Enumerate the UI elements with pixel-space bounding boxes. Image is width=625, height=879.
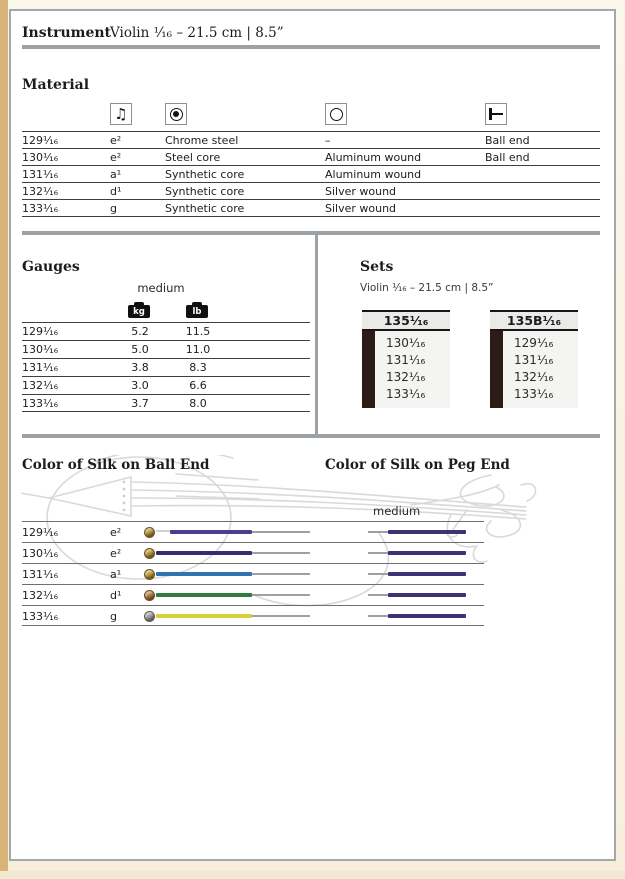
string-id: 130¹⁄₁₆ [22, 343, 59, 356]
set-item: 131¹⁄₁₆ [514, 353, 554, 367]
table-row [22, 358, 310, 376]
lb-weight-icon [186, 302, 208, 319]
set-contents [490, 331, 578, 408]
string-id: 130¹⁄₁₆ [22, 547, 59, 560]
string-id: 132¹⁄₁₆ [22, 379, 59, 392]
string-winding: Silver wound [325, 185, 397, 198]
winding-icon [325, 103, 347, 125]
set-box-135b [490, 310, 578, 408]
instrument-value: Violin ¹⁄₁₆ – 21.5 cm | 8.5” [110, 25, 284, 41]
table-row [22, 376, 310, 394]
table-row [22, 182, 600, 199]
instrument-label: Instrument [22, 25, 111, 41]
gauges-table [22, 322, 310, 412]
table-row [22, 322, 310, 340]
string-wire [252, 573, 310, 575]
string-id: 129¹⁄₁₆ [22, 325, 59, 338]
silk-table [22, 521, 484, 626]
lb-label: lb [186, 305, 208, 318]
lb-value: 8.3 [189, 361, 207, 374]
string-id: 129¹⁄₁₆ [22, 526, 59, 539]
sets-title: Sets [360, 259, 394, 275]
string-winding: Aluminum wound [325, 168, 422, 181]
peg-wire [368, 552, 388, 554]
string-end: Ball end [485, 134, 530, 147]
string-winding: – [325, 134, 331, 147]
ball-silk [156, 593, 252, 597]
set-spine-bar [490, 331, 503, 408]
table-row [22, 394, 310, 412]
set-item: 130¹⁄₁₆ [386, 336, 426, 350]
set-contents [362, 331, 450, 408]
divider-bottom [22, 434, 600, 438]
string-note: e² [110, 526, 122, 539]
lb-value: 11.5 [185, 325, 211, 338]
ball-end [144, 548, 155, 559]
string-id: 133¹⁄₁₆ [22, 202, 59, 215]
gauges-title: Gauges [22, 259, 80, 275]
note-glyph: ♫ [114, 104, 128, 123]
divider-top [22, 45, 600, 49]
string-note: g [110, 610, 117, 623]
core-dot [173, 111, 179, 117]
string-wire [252, 531, 310, 533]
peg-wire [368, 573, 388, 575]
string-note: d¹ [110, 185, 122, 198]
set-item: 132¹⁄₁₆ [386, 370, 426, 384]
string-note: e² [110, 151, 122, 164]
material-title: Material [22, 77, 90, 93]
set-name: 135¹⁄₁₆ [362, 312, 450, 331]
lb-value: 6.6 [189, 379, 207, 392]
string-winding: Aluminum wound [325, 151, 422, 164]
kg-value: 3.7 [131, 397, 149, 410]
peg-wire [368, 531, 388, 533]
table-row [22, 165, 600, 182]
kg-value: 3.8 [131, 361, 149, 374]
string-note: a¹ [110, 168, 122, 181]
ball-end [144, 611, 155, 622]
ball-silk [156, 614, 252, 618]
lb-value: 8.0 [189, 397, 207, 410]
string-note: e² [110, 134, 122, 147]
string-wire [252, 594, 310, 596]
string-core: Synthetic core [165, 185, 245, 198]
silk-row [22, 584, 484, 605]
kg-label: kg [128, 305, 150, 318]
string-core: Steel core [165, 151, 221, 164]
pitch-note-icon [110, 103, 132, 125]
kg-value: 5.0 [131, 343, 149, 356]
divider-vertical [315, 235, 318, 434]
silk-row [22, 605, 484, 626]
photo-edge-bottom [0, 871, 625, 879]
string-core: Synthetic core [165, 168, 245, 181]
string-id: 133¹⁄₁₆ [22, 610, 59, 623]
kg-value: 3.0 [131, 379, 149, 392]
ballend-icon [485, 103, 507, 125]
set-box-135 [362, 310, 450, 408]
table-row [22, 131, 600, 148]
silk-tension-label: medium [373, 504, 421, 518]
table-row [22, 199, 600, 217]
peg-silk [388, 572, 466, 576]
ball-end [144, 590, 155, 601]
set-name: 135B¹⁄₁₆ [490, 312, 578, 331]
lb-value: 11.0 [185, 343, 211, 356]
silk-peg-title: Color of Silk on Peg End [325, 457, 510, 473]
peg-wire [368, 615, 388, 617]
spec-sheet-page [9, 9, 616, 861]
silk-row [22, 542, 484, 563]
string-id: 130¹⁄₁₆ [22, 151, 59, 164]
kg-weight-icon [128, 302, 150, 319]
peg-wire [368, 594, 388, 596]
string-id: 131¹⁄₁₆ [22, 568, 59, 581]
string-core: Synthetic core [165, 202, 245, 215]
sets-subtitle: Violin ¹⁄₁₆ – 21.5 cm | 8.5” [360, 282, 494, 294]
set-item: 131¹⁄₁₆ [386, 353, 426, 367]
string-wire [252, 615, 310, 617]
ball-silk [156, 572, 252, 576]
kg-value: 5.2 [131, 325, 149, 338]
ball-silk [156, 551, 252, 555]
string-wire [252, 552, 310, 554]
set-item: 132¹⁄₁₆ [514, 370, 554, 384]
string-id: 131¹⁄₁₆ [22, 168, 59, 181]
peg-silk [388, 551, 466, 555]
silk-row [22, 563, 484, 584]
ball-end [144, 569, 155, 580]
ballend-glyph [489, 108, 503, 120]
string-winding: Silver wound [325, 202, 397, 215]
table-row [22, 148, 600, 165]
string-id: 133¹⁄₁₆ [22, 397, 59, 410]
string-end: Ball end [485, 151, 530, 164]
photo-edge-left [0, 0, 8, 879]
string-id: 132¹⁄₁₆ [22, 185, 59, 198]
core-ring [170, 108, 183, 121]
ball-end [144, 527, 155, 538]
silk-ball-title: Color of Silk on Ball End [22, 457, 210, 473]
material-table [22, 131, 600, 217]
winding-ring [330, 108, 343, 121]
peg-silk [388, 593, 466, 597]
string-note: a¹ [110, 568, 122, 581]
string-id: 131¹⁄₁₆ [22, 361, 59, 374]
string-id: 132¹⁄₁₆ [22, 589, 59, 602]
divider-middle [22, 231, 600, 235]
silk-row [22, 521, 484, 542]
set-item: 133¹⁄₁₆ [514, 387, 554, 401]
string-core: Chrome steel [165, 134, 239, 147]
core-icon [165, 103, 187, 125]
string-note: d¹ [110, 589, 122, 602]
table-row [22, 340, 310, 358]
string-note: g [110, 202, 117, 215]
string-note: e² [110, 547, 122, 560]
peg-silk [388, 614, 466, 618]
set-item: 129¹⁄₁₆ [514, 336, 554, 350]
ball-silk [170, 530, 252, 534]
set-item: 133¹⁄₁₆ [386, 387, 426, 401]
set-spine-bar [362, 331, 375, 408]
peg-silk [388, 530, 466, 534]
gauges-tension-label: medium [137, 281, 185, 295]
string-id: 129¹⁄₁₆ [22, 134, 59, 147]
